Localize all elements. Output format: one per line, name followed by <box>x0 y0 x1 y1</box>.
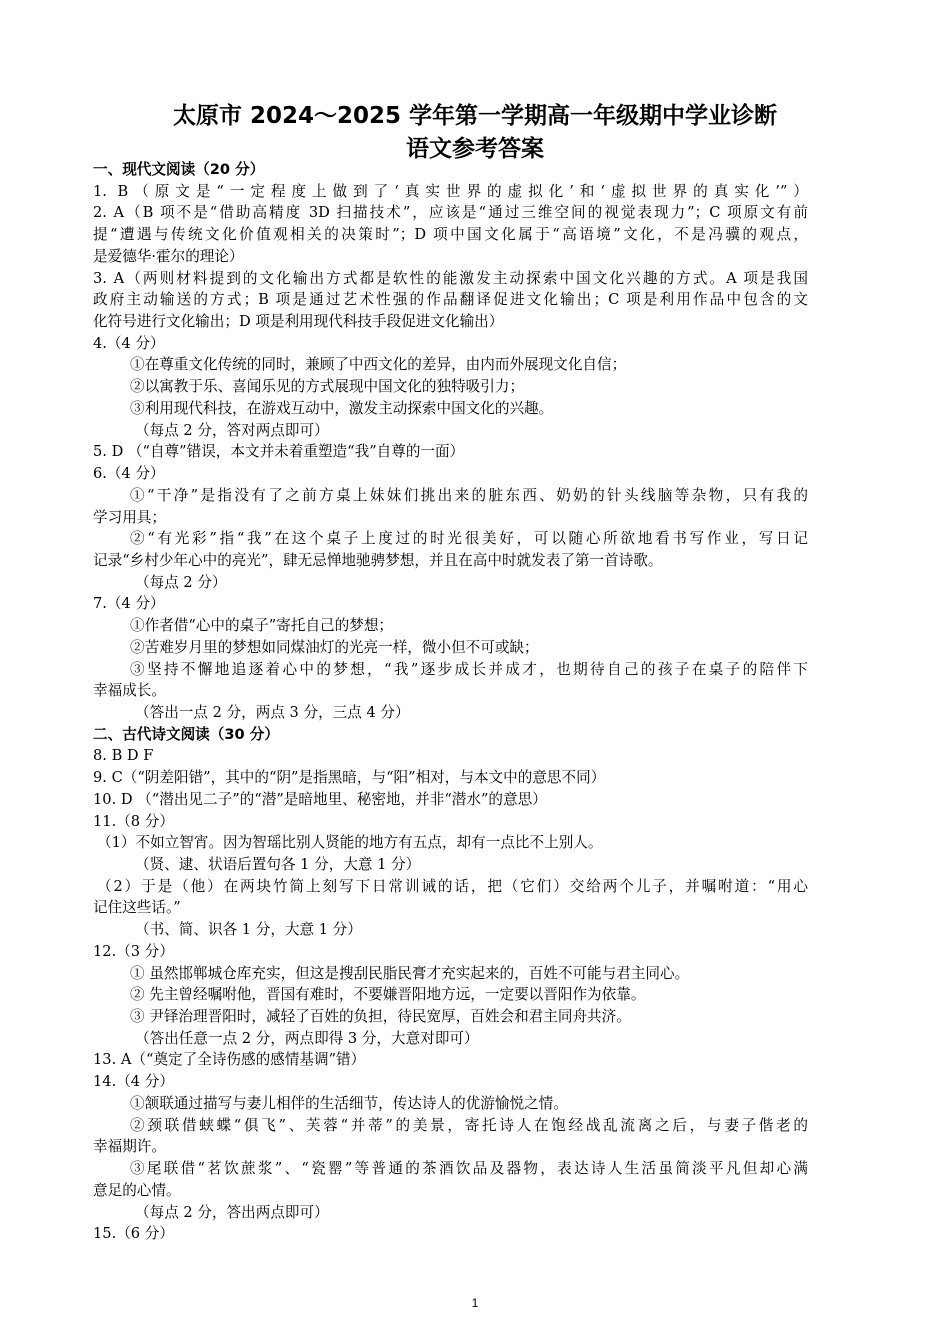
answer-line: 记住这些话。” <box>93 899 181 917</box>
answer-line: ① 虽然邯郸城仓库充实，但这是搜刮民脂民膏才充实起来的，百姓不可能与君主同心。 <box>130 964 690 982</box>
answer-line: ②以寓教于乐、喜闻乐见的方式展现中国文化的独特吸引力； <box>130 378 525 396</box>
answer-line: 幸福期许。 <box>93 1138 166 1156</box>
answer-line: 13. A（“奠定了全诗伤感的感情基调”错） <box>93 1051 366 1069</box>
answer-line: ③坚持不懈地追逐着心中的梦想，“我”逐步成长并成才，也期待自己的孩子在桌子的陪伴下 <box>130 660 808 678</box>
answer-line: 4.（4 分） <box>93 334 165 352</box>
answer-line: 化符号进行文化输出；D 项是利用现代科技手段促进文化输出） <box>93 313 504 331</box>
answer-line: 3. A（两则材料提到的文化输出方式都是软性的能激发主动探索中国文化兴趣的方式。A 项是我国 <box>93 269 808 287</box>
answer-body <box>93 159 808 1245</box>
answer-line: ②“有光彩”指“我”在这个桌子上度过的时光很美好，可以随心所欲地看书写作业，写日记 <box>130 530 808 548</box>
answer-line: 9. C（“阴差阳错”，其中的“阴”是指黑暗，与“阳”相对，与本文中的意思不同） <box>93 769 606 787</box>
answer-line: 意足的心情。 <box>93 1181 181 1199</box>
answer-line: （答出任意一点 2 分，两点即得 3 分，大意对即可） <box>135 1029 479 1047</box>
document-subtitle: 语文参考答案 <box>406 136 544 162</box>
answer-line: ③ 尹铎治理晋阳时，减轻了百姓的负担，待民宽厚，百姓会和君主同舟共济。 <box>130 1008 631 1026</box>
answer-line: 12.（3 分） <box>93 942 174 960</box>
answer-line: 15.（6 分） <box>93 1225 174 1243</box>
answer-line: 是爱德华·霍尔的理论） <box>93 247 244 265</box>
section-heading: 一、现代文阅读（20 分） <box>93 161 265 178</box>
section-heading: 二、古代诗文阅读（30 分） <box>93 725 279 743</box>
answer-line: （书、简、识各 1 分，大意 1 分） <box>135 921 362 939</box>
answer-line: 11.（8 分） <box>93 812 174 830</box>
page-number: 1 <box>471 1296 479 1310</box>
answer-line: ①颔联通过描写与妻儿相伴的生活细节，传达诗人的优游愉悦之情。 <box>130 1094 568 1112</box>
answer-line: 提“遭遇与传统文化价值观相关的决策时”；D 项中国文化属于“高语境”文化，不是冯骥的观点， <box>93 226 808 244</box>
answer-line: （答出一点 2 分，两点 3 分，三点 4 分） <box>135 703 410 721</box>
answer-line: ②颈联借蛱蝶“俱飞”、芙蓉“并蒂”的美景，寄托诗人在饱经战乱流离之后，与妻子偕老的 <box>130 1116 808 1134</box>
answer-line: 记录“乡村少年心中的亮光”，肆无忌惮地驰骋梦想，并且在高中时就发表了第一首诗歌。 <box>93 551 663 569</box>
answer-line: （贤、逮、状语后置句各 1 分，大意 1 分） <box>135 856 421 873</box>
answer-line: 政府主动输送的方式；B 项是通过艺术性强的作品翻译促进文化输出；C 项是利用作品中包含的文 <box>93 291 808 309</box>
answer-line: ③利用现代科技，在游戏互动中，激发主动探索中国文化的兴趣。 <box>130 399 554 417</box>
answer-line: 学习用具； <box>93 508 166 526</box>
answer-line: ①“干净”是指没有了之前方桌上妹妹们挑出来的脏东西、奶奶的针头线脑等杂物，只有我的 <box>130 486 808 504</box>
answer-line: 5. D （“自尊”错误，本文并未着重塑造“我”自尊的一面） <box>93 443 465 461</box>
answer-line: 1. B（原文是“一定程度上做到了‘真实世界的虚拟化’和‘虚拟世界的真实化’”） <box>93 182 808 200</box>
answer-line: （每点 2 分） <box>135 573 227 591</box>
answer-line: （2）于是（他）在两块竹简上刻写下日常训诫的话，把（它们）交给两个儿子，并嘱咐道：“用心 <box>97 877 808 895</box>
answer-line: 14.（4 分） <box>93 1073 174 1091</box>
answer-line: ③尾联借“茗饮蔗浆”、“瓷罂”等普通的茶酒饮品及器物，表达诗人生活虽简淡平凡但却心满 <box>130 1160 808 1178</box>
answer-line: ①作者借“心中的桌子”寄托自己的梦想； <box>130 617 394 635</box>
answer-line: 10. D （“潜出见二子”的“潜”是暗地里、秘密地，并非“潜水”的意思） <box>93 790 547 808</box>
answer-line: （每点 2 分，答对两点即可） <box>135 421 329 439</box>
answer-line: ②苦难岁月里的梦想如同煤油灯的光亮一样，微小但不可或缺； <box>130 638 539 656</box>
answer-line: 6.（4 分） <box>93 465 165 483</box>
answer-line: （1）不如立智宵。因为智瑶比别人贤能的地方有五点，却有一点比不上别人。 <box>97 834 603 852</box>
answer-line: 幸福成长。 <box>93 682 166 700</box>
document-title: 太原市 2024～2025 学年第一学期高一年级期中学业诊断 <box>172 103 778 129</box>
answer-line: 2. A（B 项不是“借助高精度 3D 扫描技术”，应该是“通过三维空间的视觉表现力”；C 项原文有前 <box>93 204 808 222</box>
answer-line: （每点 2 分，答出两点即可） <box>135 1203 329 1221</box>
answer-line: 7.（4 分） <box>93 595 165 613</box>
answer-line: ①在尊重文化传统的同时，兼顾了中西文化的差异，由内而外展现文化自信； <box>130 356 627 374</box>
answer-line: 8. B D F <box>93 747 154 765</box>
answer-line: ② 先主曾经嘱咐他，晋国有难时，不要嫌晋阳地方远，一定要以晋阳作为依靠。 <box>130 986 646 1004</box>
